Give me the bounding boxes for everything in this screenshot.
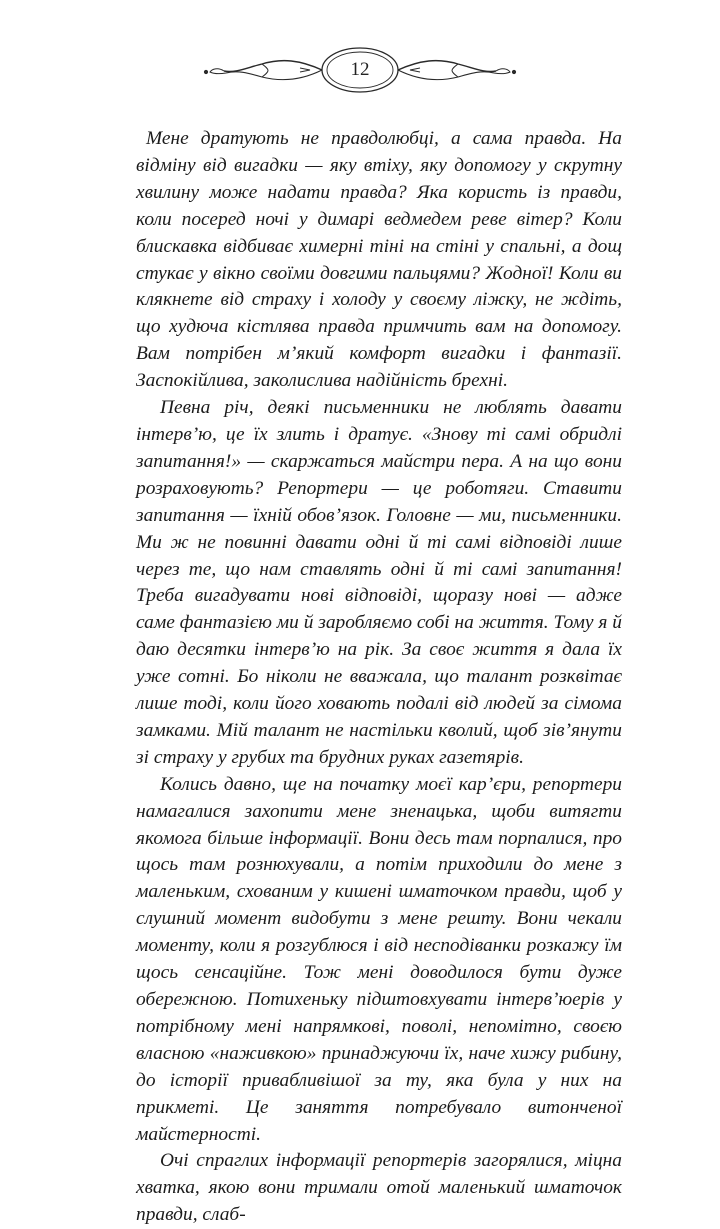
paragraph: Очі спраглих інформації репортерів загорялися, міцна хватка, якою вони тримали отой маленький шматочок правди, слаб- [136, 1150, 622, 1226]
page-header [0, 40, 720, 104]
page-number: 12 [350, 59, 370, 80]
paragraph: Мене дратують не правдолюбці, а сама правда. На відміну від вигадки — яку втіху, яку допомогу у скрутну хвилину може надати правда? Яка користь із правди, коли посеред ночі у димарі ведмедем реве вітер? Коли блискавка відбиває химерні тіні на стіні у спальні, а дощ стукає у вікно своїми довгими пальцями? Жодної! Коли ви клякнете від страху і холоду у своєму ліжку, не ждіть, що худюча кістлява правда примчить вам на допомогу. Вам потрібен м’який комфорт вигадки і фантазії. Заспокійлива, заколислива надійність брехні. [136, 128, 622, 392]
body-text [136, 126, 622, 1229]
paragraph: Певна річ, деякі письменники не люблять давати інтерв’ю, це їх злить і дратує. «Знову ті самі обридлі запитання!» — скаржаться майстри пера. А на що вони розраховують? Репортери — це роботяги. Ставити запитання — їхній обов’язок. Головне — ми, письменники. Ми ж не повинні давати одні й ті самі відповіді лише через те, що нам ставлять одні й ті самі запитання! Треба вигадувати нові відповіді, щоразу нові — адже саме фантазією ми й заробляємо собі на життя. Тому я й даю десятки інтерв’ю на рік. За своє життя я дала їх уже сотні. Бо ніколи не вважала, що талант розквітає лише тоді, коли його ховають подалі від людей за сімома замками. Мій талант не настільки кволий, щоб зів’янути зі страху у грубих та брудних руках газетярів. [136, 397, 622, 768]
paragraph: Колись давно, ще на початку моєї кар’єри, репортери намагалися захопити мене зненацька, щоби витягти якомога більше інформації. Вони десь там порпалися, про щось там рознюхували, а потім приходили до мене з маленьким, схованим у кишені шматочком правди, щоб у слушний момент видобути з мене решту. Вони чекали моменту, коли я розгублюся і від несподіванки розкажу їм щось сенсаційне. Тож мені доводилося бути дуже обережною. Потихеньку підштовхувати інтерв’юерів у потрібному мені напрямкові, поволі, непомітно, своєю власною «наживкою» принаджуючи їх, наче хижу рибину, до історії привабливішої за ту, яка була у них на прикметі. Це заняття потребувало витонченої майстерності. [136, 773, 622, 1145]
